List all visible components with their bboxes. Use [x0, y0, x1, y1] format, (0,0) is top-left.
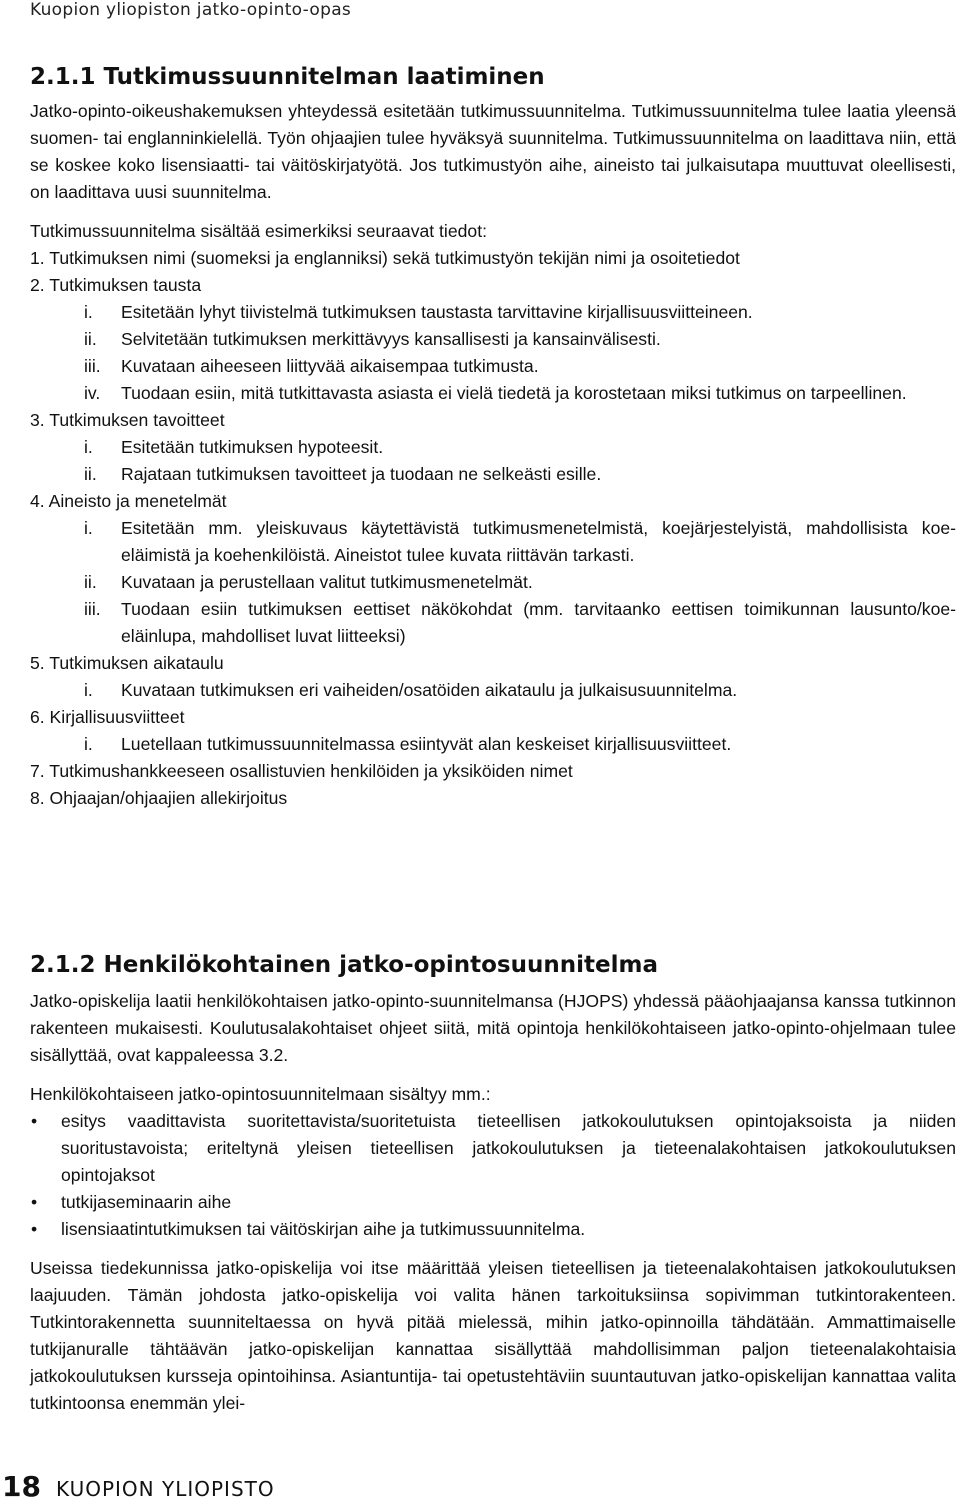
roman-numeral: i.: [84, 518, 93, 538]
section-intro: Jatko-opinto-oikeushakemuksen yhteydessä esitetään tutkimussuunnitelma. Tutkimussuunnitelma tulee laatia yleensä suomen- tai englanninkielellä. Työn ohjaajien tulee hyväksyä suunnitelma. Tutkimussuunnitelma on laadittava niin, että se koskee koko lisensiaatti- tai väitöskirjatyötä. Jos tutkimustyön aihe, aineisto tai julkaisutapa muuttuvat oleellisesti, on laadittava uusi suunnitelma.: [30, 101, 956, 202]
sub-list-item: [30, 353, 956, 380]
list-intro: Tutkimussuunnitelma sisältää esimerkiksi seuraavat tiedot:: [30, 221, 487, 241]
roman-numeral: iv.: [84, 383, 101, 403]
sub-list-item: [30, 731, 956, 758]
sub-list-item: [30, 299, 956, 326]
sub-list-item: [30, 596, 956, 650]
roman-numeral: i.: [84, 302, 93, 322]
bullet-text: lisensiaatintutkimuksen tai väitöskirjan aihe ja tutkimussuunnitelma.: [61, 1219, 586, 1239]
page-footer: [0, 1470, 275, 1503]
sub-item-text: Kuvataan ja perustellaan valitut tutkimusmenetelmät.: [121, 572, 533, 592]
bullet-item: [30, 1108, 956, 1189]
bullet-item: [30, 1216, 956, 1243]
bullet-text: tutkijaseminaarin aihe: [61, 1192, 232, 1212]
list-item: 8. Ohjaajan/ohjaajien allekirjoitus: [30, 788, 288, 808]
sub-list-item: [30, 434, 956, 461]
sub-item-text: Tuodaan esiin, mitä tutkittavasta asiasta ei vielä tiedetä ja korostetaan miksi tutkimus on tarpeellinen.: [121, 383, 907, 403]
list-item: 2. Tutkimuksen tausta: [30, 275, 202, 295]
running-head: Kuopion yliopiston jatko-opinto-opas: [30, 0, 352, 20]
roman-numeral: iii.: [84, 599, 101, 619]
section-title: 2.1.1 Tutkimussuunnitelman laatiminen: [30, 64, 545, 90]
bullet-item: [30, 1189, 956, 1216]
numbered-list: [30, 245, 956, 812]
section-title: 2.1.2 Henkilökohtainen jatko-opintosuunnitelma: [30, 952, 658, 978]
sub-list-item: [30, 461, 956, 488]
list-intro: Henkilökohtaiseen jatko-opintosuunnitelmaan sisältyy mm.:: [30, 1084, 491, 1104]
bullet-icon: •: [31, 1111, 38, 1131]
bullet-text: esitys vaadittavista suoritettavista/suoritetuista tieteellisen jatkokoulutuksen opintojaksoista ja niiden suoritustavoista; eriteltynä yleisen tieteellisen jatkokoulutuksen ja tieteenalakohtaisen jatkokoulutuksen opintojaksot: [61, 1111, 956, 1185]
list-item: 3. Tutkimuksen tavoitteet: [30, 410, 225, 430]
sub-item-text: Kuvataan aiheeseen liittyvää aikaisempaa tutkimusta.: [121, 356, 539, 376]
list-item: 1. Tutkimuksen nimi (suomeksi ja englanniksi) sekä tutkimustyön tekijän nimi ja osoitetiedot: [30, 248, 740, 268]
sub-item-text: Esitetään mm. yleiskuvaus käytettävistä tutkimusmenetelmistä, koejärjestelyistä, mahdollisista koe-eläimistä ja koehenkilöistä. Aineistot tulee kuvata riittävän tarkasti.: [121, 518, 956, 565]
roman-numeral: ii.: [84, 329, 97, 349]
sub-item-text: Esitetään lyhyt tiivistelmä tutkimuksen taustasta tarvittavine kirjallisuusviitteineen.: [121, 302, 753, 322]
sub-list-item: [30, 326, 956, 353]
sub-item-text: Tuodaan esiin tutkimuksen eettiset näkökohdat (mm. tarvitaanko eettisen toimikunnan lausunto/koe-eläinlupa, mahdolliset luvat liitteeksi): [121, 599, 956, 646]
section-2: [30, 948, 956, 1417]
roman-numeral: i.: [84, 437, 93, 457]
sub-item-text: Kuvataan tutkimuksen eri vaiheiden/osatöiden aikataulu ja julkaisusuunnitelma.: [121, 680, 738, 700]
sub-list-item: [30, 569, 956, 596]
page-content: [30, 58, 956, 1413]
sub-list-item: [30, 380, 956, 407]
roman-numeral: i.: [84, 680, 93, 700]
roman-numeral: iii.: [84, 356, 101, 376]
roman-numeral: ii.: [84, 572, 97, 592]
roman-numeral: ii.: [84, 464, 97, 484]
list-item: 5. Tutkimuksen aikataulu: [30, 653, 224, 673]
sub-list-item: [30, 677, 956, 704]
sub-item-text: Luetellaan tutkimussuunnitelmassa esiintyvät alan keskeiset kirjallisuusviitteet.: [121, 734, 732, 754]
list-item: 4. Aineisto ja menetelmät: [30, 491, 227, 511]
section-intro: Jatko-opiskelija laatii henkilökohtaisen jatko-opinto-suunnitelmansa (HJOPS) yhdessä pääohjaajansa kanssa tutkinnon rakenteen mukaisesti. Koulutusalakohtaiset ohjeet siitä, mitä opintoja henkilökohtaiseen jatko-opinto-ohjelmaan tulee sisällyttää, ovat kappaleessa 3.2.: [30, 991, 956, 1065]
closing-paragraph: Useissa tiedekunnissa jatko-opiskelija voi itse määrittää yleisen tieteellisen ja tieteenalakohtaisen jatkokoulutuksen laajuuden. Tämän johdosta jatko-opiskelija voi valita hänen tarkoituksiinsa sopivimman tutkintorakenteen. Tutkintorakennetta suunniteltaessa on hyvä pitää mielessä, mihin jatko-opinnoilla tähdätään. Ammattimaiselle tutkijanuralle tähtäävän jatko-opiskelijan kannattaa sisällyttää mahdollisimman paljon tieteenalakohtaisia jatkokoulutuksen kursseja opintoihinsa. Asiantuntija- tai opetustehtäviin suuntautuvan jatko-opiskelijan kannattaa valita tutkintoonsa enemmän ylei-: [30, 1258, 956, 1413]
bullet-list: [30, 1108, 956, 1243]
sub-item-text: Rajataan tutkimuksen tavoitteet ja tuodaan ne selkeästi esille.: [121, 464, 602, 484]
sub-item-text: Selvitetään tutkimuksen merkittävyys kansallisesti ja kansainvälisesti.: [121, 329, 661, 349]
footer-org: KUOPION YLIOPISTO: [56, 1477, 275, 1501]
list-item: 7. Tutkimushankkeeseen osallistuvien henkilöiden ja yksiköiden nimet: [30, 761, 573, 781]
page-number: 18: [2, 1470, 41, 1503]
sub-item-text: Esitetään tutkimuksen hypoteesit.: [121, 437, 384, 457]
bullet-icon: •: [31, 1192, 38, 1212]
sub-list-item: [30, 515, 956, 569]
roman-numeral: i.: [84, 734, 93, 754]
list-item: 6. Kirjallisuusviitteet: [30, 707, 185, 727]
bullet-icon: •: [31, 1219, 38, 1239]
